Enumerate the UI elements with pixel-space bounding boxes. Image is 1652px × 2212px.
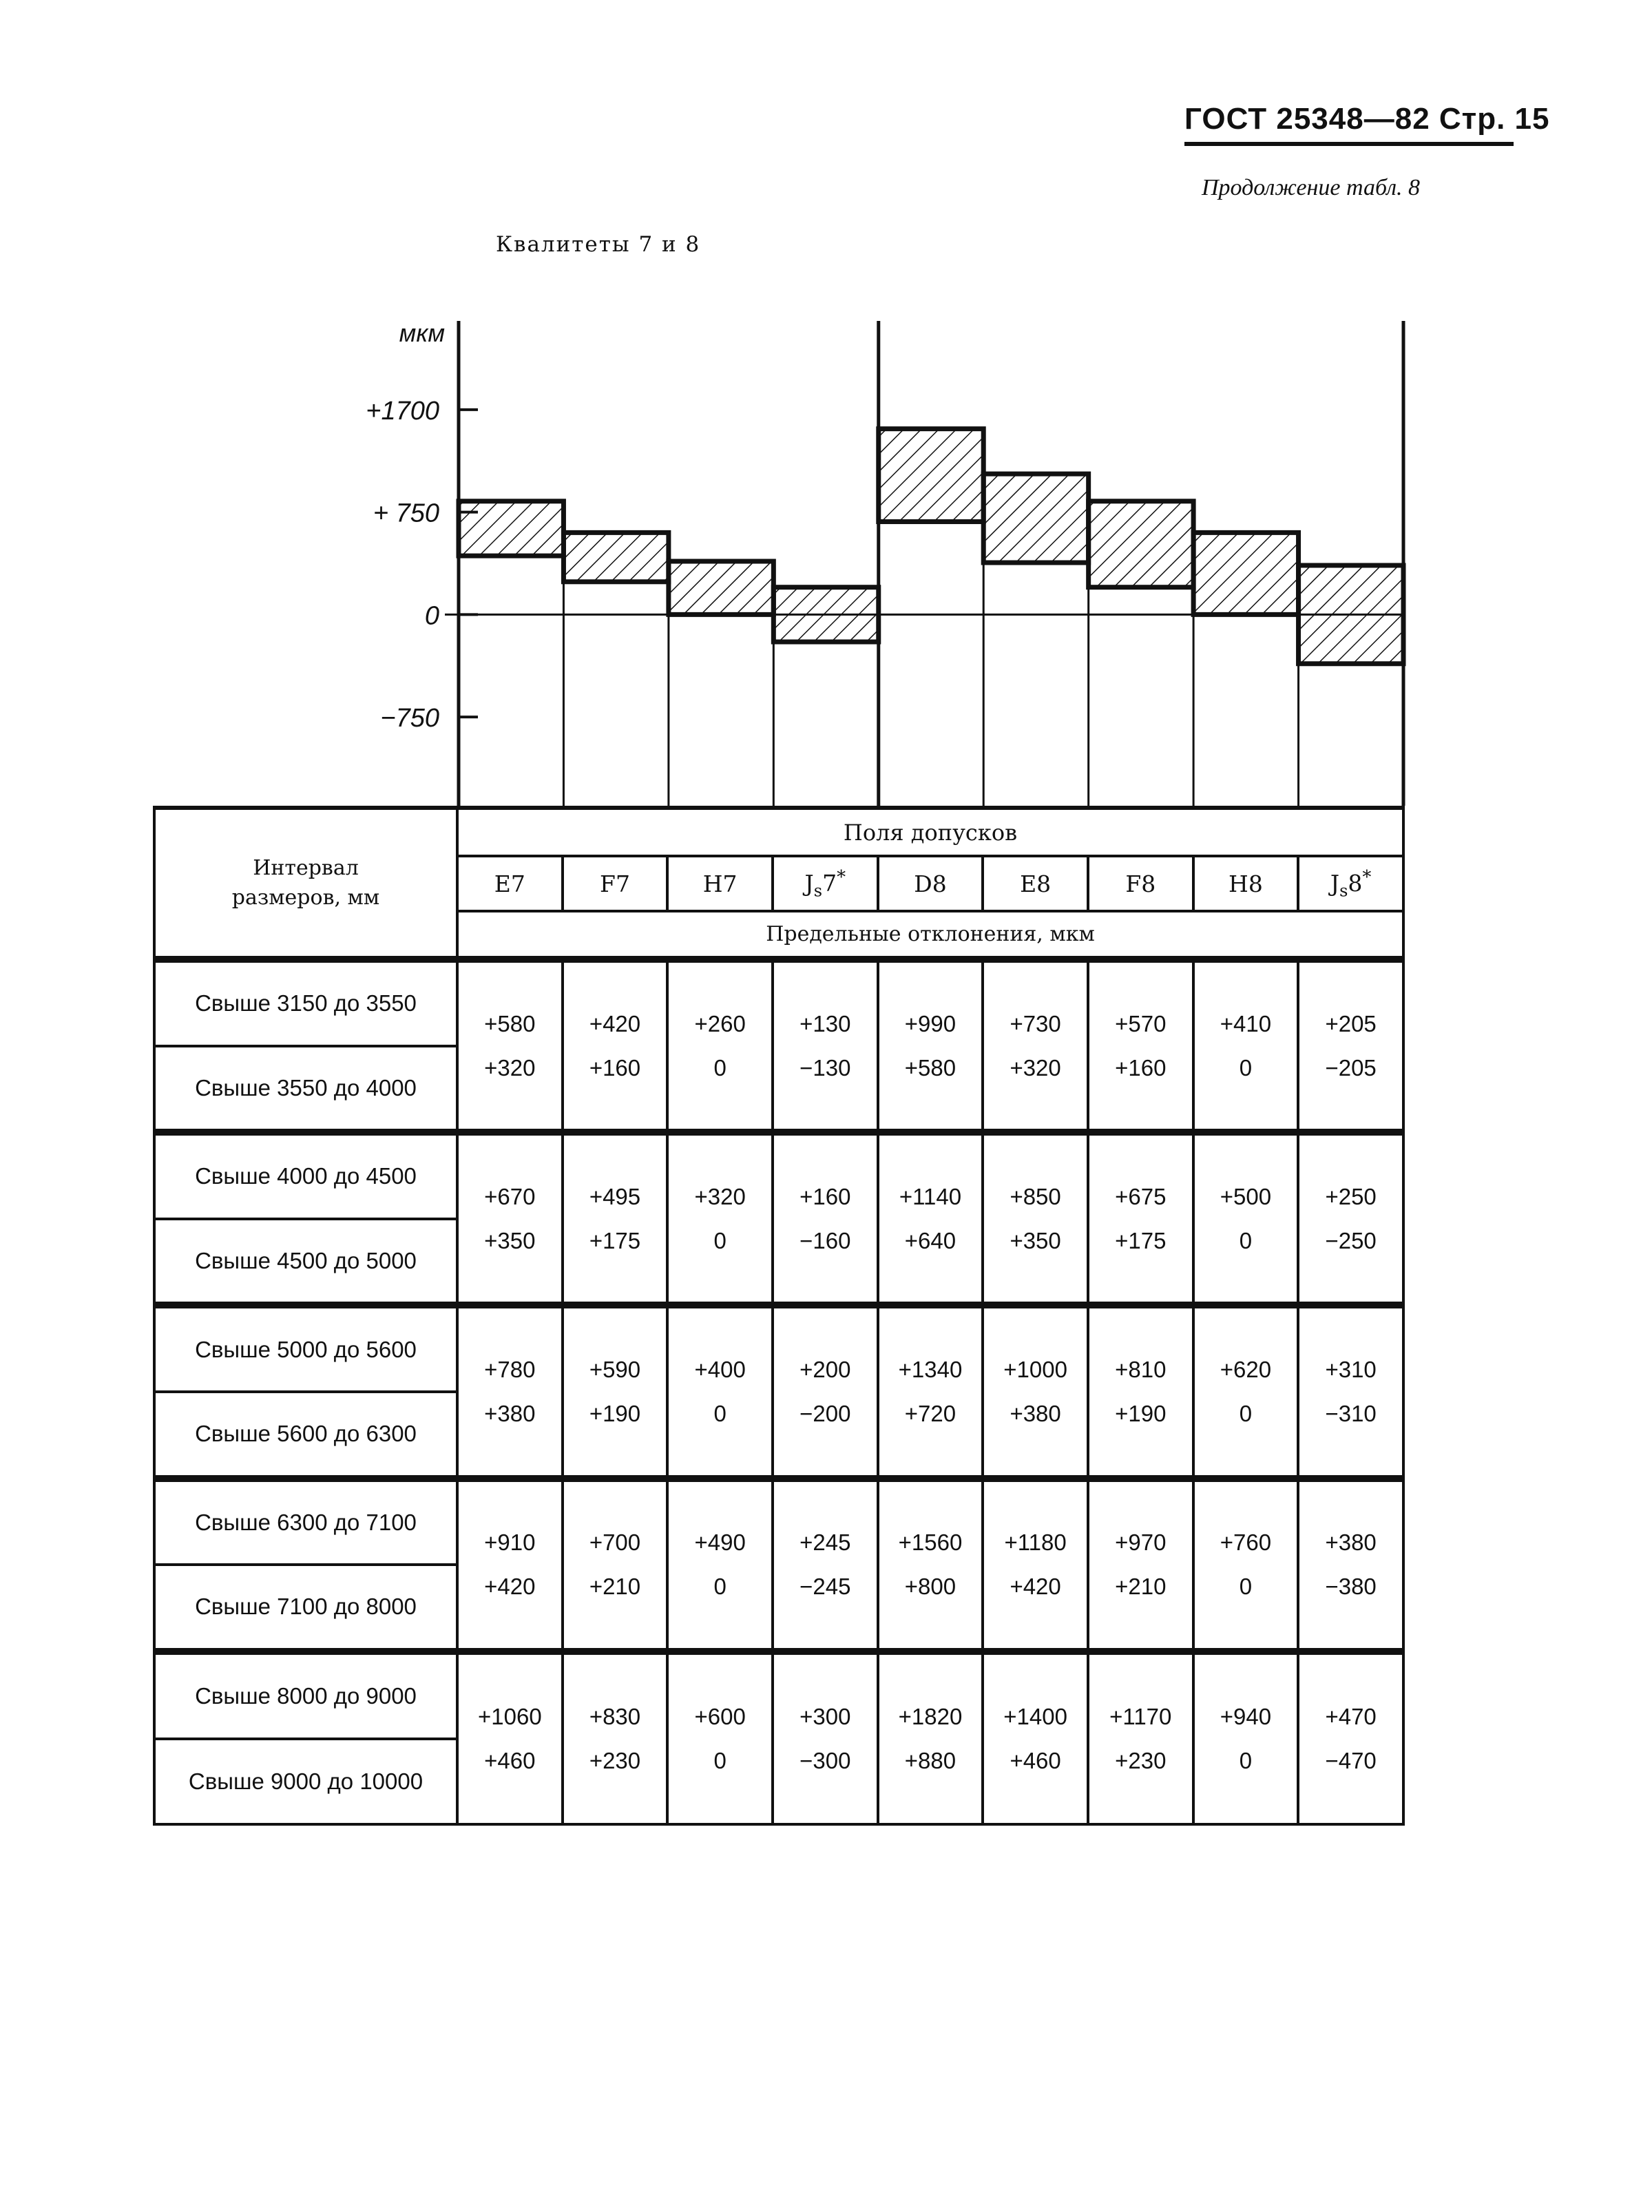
upper-deviation: +730 <box>1010 1010 1061 1036</box>
upper-deviation: +245 <box>799 1530 851 1556</box>
lower-deviation: +320 <box>1010 1054 1061 1081</box>
tolerance-bar-js8 <box>1299 565 1403 664</box>
deviation-cell <box>1298 1651 1403 1824</box>
upper-deviation: +1140 <box>899 1183 962 1209</box>
deviation-cell <box>1088 1305 1193 1478</box>
deviation-cell <box>667 1479 773 1651</box>
upper-deviation: +495 <box>589 1183 641 1209</box>
lower-deviation: 0 <box>1239 1400 1253 1426</box>
lower-deviation: +320 <box>484 1054 536 1081</box>
upper-deviation: +130 <box>799 1010 851 1036</box>
lower-deviation: +460 <box>1010 1747 1061 1773</box>
lower-deviation: −160 <box>799 1227 851 1253</box>
upper-deviation: +830 <box>589 1703 641 1729</box>
deviation-cell <box>667 1651 773 1824</box>
deviation-cell <box>983 959 1088 1132</box>
deviation-cell <box>1193 1132 1299 1305</box>
table-row <box>154 1305 1403 1478</box>
upper-deviation: +590 <box>589 1356 641 1382</box>
lower-deviation: +190 <box>1115 1400 1167 1426</box>
interval-label: Свыше 7100 до 8000 <box>195 1594 417 1620</box>
table-row <box>154 1132 1403 1305</box>
upper-deviation: +675 <box>1115 1183 1167 1209</box>
lower-deviation: +880 <box>904 1747 956 1773</box>
upper-deviation: +810 <box>1115 1356 1167 1382</box>
upper-deviation: +160 <box>799 1183 851 1209</box>
lower-deviation: −205 <box>1325 1054 1377 1081</box>
upper-deviation: +320 <box>694 1183 746 1209</box>
lower-deviation: +175 <box>589 1227 641 1253</box>
tolerance-bar-h7 <box>669 561 773 614</box>
deviation-cell <box>983 1651 1088 1824</box>
deviation-cell <box>1088 1651 1193 1824</box>
deviation-cell <box>563 1132 668 1305</box>
deviation-cell <box>878 1132 983 1305</box>
upper-deviation: +670 <box>484 1183 536 1209</box>
y-tick-label: 0 <box>424 601 439 631</box>
lower-deviation: +210 <box>1115 1574 1167 1600</box>
deviation-cell <box>667 1305 773 1478</box>
deviation-cell <box>1193 1479 1299 1651</box>
deviation-cell <box>1298 1305 1403 1478</box>
upper-deviation: +910 <box>484 1530 536 1556</box>
interval-label: Свыше 4500 до 5000 <box>195 1248 417 1274</box>
interval-cell <box>154 959 457 1132</box>
deviation-cell <box>563 1479 668 1651</box>
upper-deviation: +1000 <box>1003 1356 1067 1382</box>
y-tick-label: + 750 <box>373 499 439 528</box>
deviation-cell <box>878 1651 983 1824</box>
lower-deviation: 0 <box>713 1574 726 1600</box>
upper-deviation: +1400 <box>1003 1703 1067 1729</box>
upper-deviation: +990 <box>904 1010 956 1036</box>
deviation-cell <box>1298 1132 1403 1305</box>
deviation-cell <box>878 1305 983 1478</box>
deviation-cell <box>1193 1651 1299 1824</box>
upper-deviation: +490 <box>694 1530 746 1556</box>
column-header: E7 <box>457 856 563 911</box>
upper-deviation: +850 <box>1010 1183 1061 1209</box>
upper-deviation: +250 <box>1325 1183 1377 1209</box>
lower-deviation: +380 <box>1010 1400 1061 1426</box>
deviation-cell <box>457 1479 563 1651</box>
column-header: E8 <box>983 856 1088 911</box>
lower-deviation: −470 <box>1325 1747 1377 1773</box>
interval-label: Свыше 5000 до 5600 <box>156 1308 456 1393</box>
tolerance-bar-h8 <box>1193 532 1298 614</box>
deviation-header: Предельные отклонения, мкм <box>457 911 1403 959</box>
upper-deviation: +300 <box>799 1703 851 1729</box>
deviation-cell <box>667 959 773 1132</box>
interval-cell <box>154 1651 457 1824</box>
upper-deviation: +1180 <box>1004 1530 1067 1556</box>
deviation-cell <box>773 1305 878 1478</box>
upper-deviation: +500 <box>1220 1183 1272 1209</box>
upper-deviation: +200 <box>799 1356 851 1382</box>
upper-deviation: +1060 <box>477 1703 542 1729</box>
lower-deviation: −245 <box>799 1574 851 1600</box>
lower-deviation: +800 <box>904 1574 956 1600</box>
upper-deviation: +1340 <box>898 1356 963 1382</box>
upper-deviation: +310 <box>1325 1356 1377 1382</box>
lower-deviation: 0 <box>713 1054 726 1081</box>
upper-deviation: +1820 <box>898 1703 963 1729</box>
tolerance-chart <box>0 0 1652 806</box>
lower-deviation: +580 <box>904 1054 956 1081</box>
lower-deviation: 0 <box>1239 1747 1253 1773</box>
deviation-cell <box>773 1651 878 1824</box>
deviation-cell <box>457 1132 563 1305</box>
column-header: D8 <box>878 856 983 911</box>
lower-deviation: +720 <box>904 1400 956 1426</box>
lower-deviation: 0 <box>713 1227 726 1253</box>
interval-label: Свыше 3150 до 3550 <box>156 963 456 1047</box>
deviation-cell <box>1298 1479 1403 1651</box>
table-row <box>154 1651 1403 1824</box>
upper-deviation: +600 <box>694 1703 746 1729</box>
interval-label: Свыше 9000 до 10000 <box>188 1768 424 1794</box>
lower-deviation: 0 <box>1239 1054 1253 1081</box>
upper-deviation: +260 <box>694 1010 746 1036</box>
lower-deviation: +190 <box>589 1400 641 1426</box>
table-row <box>154 959 1403 1132</box>
deviation-cell <box>983 1479 1088 1651</box>
tolerance-bar-e7 <box>459 501 563 556</box>
interval-header: Интервал размеров, мм <box>154 808 457 959</box>
upper-deviation: +410 <box>1220 1010 1272 1036</box>
lower-deviation: +210 <box>589 1574 641 1600</box>
lower-deviation: +160 <box>1115 1054 1167 1081</box>
deviation-cell <box>457 1305 563 1478</box>
chart-caption: Квалитеты 7 и 8 <box>496 232 701 257</box>
lower-deviation: 0 <box>713 1747 726 1773</box>
upper-deviation: +580 <box>484 1010 536 1036</box>
upper-deviation: +780 <box>484 1356 536 1382</box>
lower-deviation: +350 <box>1010 1227 1061 1253</box>
upper-deviation: +940 <box>1220 1703 1272 1729</box>
lower-deviation: 0 <box>713 1400 726 1426</box>
page-header-title: ГОСТ 25348—82 Стр. 15 <box>1184 102 1550 136</box>
upper-deviation: +380 <box>1325 1530 1377 1556</box>
lower-deviation: +230 <box>589 1747 641 1773</box>
lower-deviation: −310 <box>1325 1400 1377 1426</box>
deviation-cell <box>563 1651 668 1824</box>
upper-deviation: +700 <box>589 1530 641 1556</box>
table-row <box>154 1479 1403 1651</box>
deviation-cell <box>773 1132 878 1305</box>
lower-deviation: +380 <box>484 1400 536 1426</box>
tolerance-bar-e8 <box>983 474 1088 563</box>
deviation-cell <box>1088 1479 1193 1651</box>
tolerance-bar-d8 <box>879 429 983 522</box>
tolerance-bar-f8 <box>1089 501 1193 587</box>
upper-deviation: +470 <box>1325 1703 1377 1729</box>
deviation-cell <box>563 959 668 1132</box>
lower-deviation: +420 <box>1010 1574 1061 1600</box>
tolerance-table <box>153 806 1405 1826</box>
lower-deviation: +160 <box>589 1054 641 1081</box>
column-header: $J_s7^*$ <box>773 856 878 911</box>
interval-label: Свыше 4000 до 4500 <box>156 1136 456 1220</box>
deviation-cell <box>983 1132 1088 1305</box>
table-continuation-note: Продолжение табл. 8 <box>1202 175 1421 200</box>
lower-deviation: −380 <box>1325 1574 1377 1600</box>
y-tick-label: +1700 <box>366 396 439 426</box>
deviation-cell <box>1088 959 1193 1132</box>
lower-deviation: 0 <box>1239 1227 1253 1253</box>
interval-cell <box>154 1305 457 1478</box>
interval-label: Свыше 6300 до 7100 <box>156 1482 456 1567</box>
lower-deviation: +420 <box>484 1574 536 1600</box>
upper-deviation: +620 <box>1220 1356 1272 1382</box>
lower-deviation: −130 <box>799 1054 851 1081</box>
deviation-cell <box>773 1479 878 1651</box>
deviation-cell <box>773 959 878 1132</box>
upper-deviation: +205 <box>1325 1010 1377 1036</box>
deviation-cell <box>983 1305 1088 1478</box>
column-header: $J_s8^*$ <box>1298 856 1403 911</box>
lower-deviation: +230 <box>1115 1747 1167 1773</box>
column-header: H8 <box>1193 856 1299 911</box>
upper-deviation: +570 <box>1115 1010 1167 1036</box>
lower-deviation: −250 <box>1325 1227 1377 1253</box>
interval-cell <box>154 1479 457 1651</box>
lower-deviation: +640 <box>904 1227 956 1253</box>
deviation-cell <box>878 959 983 1132</box>
column-header: H7 <box>667 856 773 911</box>
lower-deviation: +460 <box>484 1747 536 1773</box>
column-header: F8 <box>1088 856 1193 911</box>
y-tick-label: −750 <box>380 704 439 733</box>
tolerance-bar-js7 <box>773 587 878 642</box>
lower-deviation: −200 <box>799 1400 851 1426</box>
deviation-cell <box>667 1132 773 1305</box>
upper-deviation: +400 <box>694 1356 746 1382</box>
deviation-cell <box>878 1479 983 1651</box>
lower-deviation: +350 <box>484 1227 536 1253</box>
deviation-cell <box>457 1651 563 1824</box>
lower-deviation: +175 <box>1115 1227 1167 1253</box>
upper-deviation: +420 <box>589 1010 641 1036</box>
y-axis-label: мкм <box>399 319 445 347</box>
deviation-cell <box>1193 1305 1299 1478</box>
deviation-cell <box>1088 1132 1193 1305</box>
tolerance-bar-f7 <box>563 532 668 581</box>
upper-deviation: +1170 <box>1109 1703 1172 1729</box>
upper-deviation: +760 <box>1220 1530 1272 1556</box>
interval-label: Свыше 5600 до 6300 <box>195 1421 417 1447</box>
column-header: F7 <box>563 856 668 911</box>
lower-deviation: 0 <box>1239 1574 1253 1600</box>
fields-header: Поля допусков <box>457 808 1403 856</box>
interval-cell <box>154 1132 457 1305</box>
deviation-cell <box>457 959 563 1132</box>
upper-deviation: +1560 <box>898 1530 963 1556</box>
deviation-cell <box>1298 959 1403 1132</box>
deviation-cell <box>563 1305 668 1478</box>
upper-deviation: +970 <box>1115 1530 1167 1556</box>
interval-label: Свыше 8000 до 9000 <box>156 1655 456 1740</box>
interval-label: Свыше 3550 до 4000 <box>195 1074 417 1100</box>
lower-deviation: −300 <box>799 1747 851 1773</box>
deviation-cell <box>1193 959 1299 1132</box>
